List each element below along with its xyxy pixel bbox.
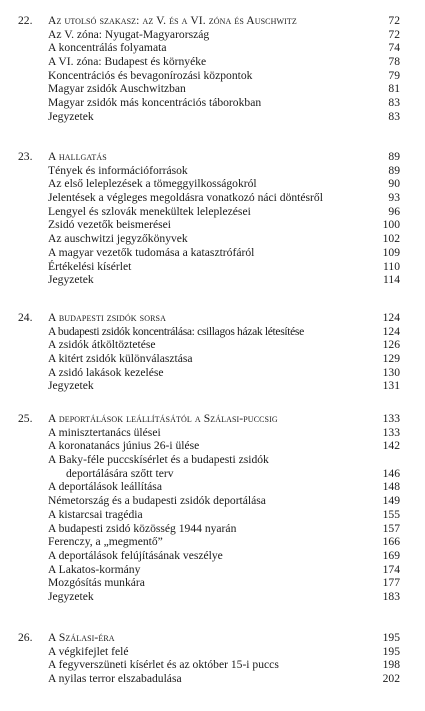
chapter-23 <box>0 150 425 287</box>
entry-title: A magyar vezetők tudomása a katasztrófáról <box>48 245 255 259</box>
entry-title-continuation: deportálására szőtt terv <box>66 466 174 480</box>
entry-page: 157 <box>382 521 400 535</box>
chapter-heading <box>0 150 425 164</box>
entry-page: 110 <box>383 259 400 273</box>
entry-page: 89 <box>388 163 400 177</box>
entry-title: Jegyzetek <box>48 273 94 287</box>
toc-entry <box>0 535 425 549</box>
entry-title: A koronatanács június 26-i ülése <box>48 439 200 453</box>
chapter-24 <box>0 311 425 393</box>
chapter-22 <box>0 14 425 124</box>
entry-title: Értékelési kísérlet <box>48 259 132 273</box>
entry-title: Zsidó vezetők beismerései <box>48 218 171 232</box>
entry-page: 155 <box>382 507 400 521</box>
entry-title: A deportálások leállítása <box>48 480 162 494</box>
chapter-26 <box>0 631 425 686</box>
entry-page: 149 <box>382 494 400 508</box>
toc-entry <box>0 191 425 205</box>
entry-title: A fegyverszüneti kísérlet és az október 15-i puccs <box>48 658 279 672</box>
toc-entry <box>0 672 425 686</box>
toc-entry <box>0 549 425 563</box>
entry-page: 129 <box>382 352 400 366</box>
entry-title: A budapesti zsidók koncentrálása: csillagos házak létesítése <box>48 324 304 338</box>
entry-title: Az auschwitzi jegyzőkönyvek <box>48 232 188 246</box>
chapter-number: 22. <box>18 14 33 27</box>
entry-title: Lengyel és szlovák menekültek leleplezései <box>48 204 251 218</box>
chapter-title: A deportálások leállításától a Szálasi-puccsig <box>48 412 278 425</box>
chapter-number: 26. <box>18 631 33 644</box>
chapter-page: 72 <box>388 14 400 27</box>
toc-entry <box>0 366 425 380</box>
entry-title: Koncentrációs és bevagonírozási központok <box>48 68 253 82</box>
entry-page: 93 <box>388 191 400 205</box>
toc-entry <box>0 379 425 393</box>
entry-title: Magyar zsidók más koncentrációs táborokban <box>48 96 262 110</box>
toc-entry <box>0 82 425 96</box>
entry-page: 177 <box>382 576 400 590</box>
entry-title: Jelentések a végleges megoldásra vonatkozó náci döntésről <box>48 191 323 205</box>
entry-title: Jegyzetek <box>48 109 94 123</box>
entry-page: 83 <box>388 109 400 123</box>
entry-page: 114 <box>383 273 400 287</box>
toc-entry <box>0 494 425 508</box>
toc-entry <box>0 576 425 590</box>
chapter-number: 24. <box>18 311 33 324</box>
toc-entry <box>0 522 425 536</box>
entry-page: 81 <box>388 82 400 96</box>
entry-title: A kitért zsidók különválasztása <box>48 352 193 366</box>
entry-page: 131 <box>382 379 400 393</box>
chapter-title: A budapesti zsidók sorsa <box>48 311 166 324</box>
chapter-number: 23. <box>18 150 33 163</box>
entry-title: Németország és a budapesti zsidók deportálása <box>48 494 266 508</box>
chapter-heading <box>0 311 425 325</box>
entry-page: 78 <box>388 55 400 69</box>
toc-entry <box>0 273 425 287</box>
entry-title: Jegyzetek <box>48 379 94 393</box>
entry-page: 133 <box>382 425 400 439</box>
toc-entry <box>0 205 425 219</box>
chapter-page: 195 <box>382 631 400 644</box>
entry-title: A minisztertanács ülései <box>48 425 161 439</box>
toc-entry <box>0 590 425 604</box>
entry-page: 74 <box>388 41 400 55</box>
entry-page: 126 <box>382 338 400 352</box>
chapter-heading <box>0 412 425 426</box>
toc-entry <box>0 508 425 522</box>
entry-page: 102 <box>382 232 400 246</box>
toc-entry <box>0 325 425 339</box>
entry-page: 83 <box>388 96 400 110</box>
entry-page: 90 <box>388 177 400 191</box>
toc-entry <box>0 480 425 494</box>
entry-page: 174 <box>382 562 400 576</box>
toc-entry <box>0 55 425 69</box>
toc-entry <box>0 246 425 260</box>
entry-title: Ferenczy, a „megmentő” <box>48 535 163 549</box>
toc-entry <box>0 41 425 55</box>
chapter-page: 89 <box>388 150 400 163</box>
entry-title: Magyar zsidók Auschwitzban <box>48 82 186 96</box>
chapter-25 <box>0 412 425 604</box>
entry-title: Az V. zóna: Nyugat-Magyarország <box>48 27 210 41</box>
entry-page: 146 <box>382 466 400 480</box>
entry-page: 148 <box>382 480 400 494</box>
entry-title: Tények és információforrások <box>48 163 188 177</box>
entry-title: A budapesti zsidó közösség 1944 nyarán <box>48 521 237 535</box>
toc-entry <box>0 96 425 110</box>
entry-page: 109 <box>382 245 400 259</box>
toc-entry <box>0 658 425 672</box>
entry-title: A koncentrálás folyamata <box>48 41 167 55</box>
toc-entry <box>0 439 425 453</box>
entry-title: Mozgósítás munkára <box>48 576 145 590</box>
chapter-page: 133 <box>382 412 400 425</box>
entry-page: 72 <box>388 27 400 41</box>
entry-title: A zsidó lakások kezelése <box>48 365 164 379</box>
toc-entry <box>0 164 425 178</box>
entry-title: A nyilas terror elszabadulása <box>48 672 182 686</box>
entry-title: A végkifejlet felé <box>48 644 129 658</box>
chapter-title: A Szálasi-éra <box>48 631 115 644</box>
toc-entry <box>0 218 425 232</box>
toc-entry-continuation <box>0 467 425 481</box>
chapter-number: 25. <box>18 412 33 425</box>
toc-entry <box>0 352 425 366</box>
toc-entry <box>0 453 425 467</box>
chapter-page: 124 <box>382 311 400 324</box>
chapter-heading <box>0 631 425 645</box>
entry-title: A Lakatos-kormány <box>48 562 141 576</box>
entry-title: Az első leleplezések a tömeggyilkosságokról <box>48 177 257 191</box>
entry-page: 169 <box>382 548 400 562</box>
chapter-title: Az utolsó szakasz: az V. és a VI. zóna és Auschwitz <box>48 14 297 27</box>
entry-title: A zsidók átköltöztetése <box>48 338 156 352</box>
entry-page: 142 <box>382 439 400 453</box>
entry-page: 166 <box>382 535 400 549</box>
entry-title: A VI. zóna: Budapest és környéke <box>48 55 207 69</box>
entry-page: 130 <box>382 365 400 379</box>
entry-title: A kistarcsai tragédia <box>48 507 143 521</box>
entry-page: 198 <box>382 658 400 672</box>
chapter-heading <box>0 14 425 28</box>
entry-page: 195 <box>382 644 400 658</box>
toc-entry <box>0 232 425 246</box>
entry-page: 96 <box>388 204 400 218</box>
entry-page: 183 <box>382 589 400 603</box>
toc-entry <box>0 260 425 274</box>
entry-title: A deportálások felújításának veszélye <box>48 548 223 562</box>
toc-entry <box>0 645 425 659</box>
toc-entry <box>0 426 425 440</box>
entry-title: Jegyzetek <box>48 589 94 603</box>
chapter-title: A hallgatás <box>48 150 107 163</box>
toc-entry <box>0 110 425 124</box>
toc-entry <box>0 177 425 191</box>
toc-entry <box>0 563 425 577</box>
entry-page: 100 <box>382 218 400 232</box>
toc-entry <box>0 338 425 352</box>
entry-page: 202 <box>382 672 400 686</box>
toc-entry <box>0 28 425 42</box>
entry-page: 124 <box>382 324 400 338</box>
entry-title: A Baky-féle puccskísérlet és a budapesti zsidók <box>48 453 269 467</box>
toc-entry <box>0 69 425 83</box>
entry-page: 79 <box>388 68 400 82</box>
